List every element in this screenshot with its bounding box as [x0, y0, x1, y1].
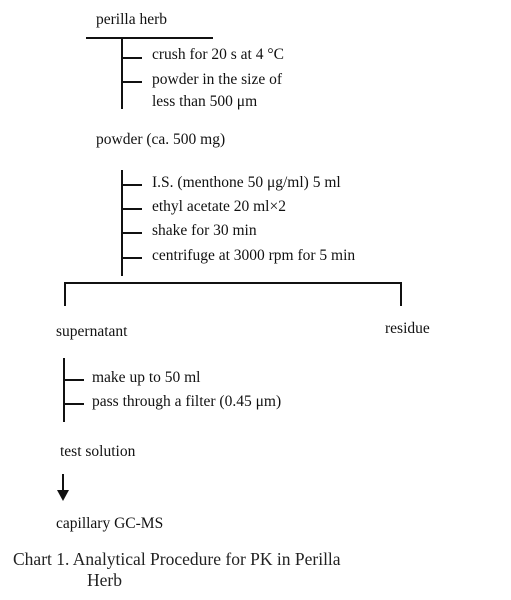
figure-caption-line-1: Chart 1. Analytical Procedure for PK in Perilla	[13, 549, 341, 569]
top-bar-line	[86, 37, 213, 39]
split-right-leg	[400, 282, 402, 306]
node-residue: residue	[385, 320, 430, 337]
step-make-up: make up to 50 ml	[92, 369, 201, 386]
node-gc-ms: capillary GC-MS	[56, 515, 164, 532]
down-arrow-icon	[55, 474, 71, 502]
filter-tick-2	[63, 403, 84, 405]
crush-tick-1	[121, 57, 142, 59]
step-internal-standard: I.S. (menthone 50 μg/ml) 5 ml	[152, 174, 341, 191]
figure-caption-line-2: Herb	[87, 570, 122, 590]
step-centrifuge: centrifuge at 3000 rpm for 5 min	[152, 247, 356, 264]
node-supernatant: supernatant	[56, 323, 128, 340]
filter-tick-1	[63, 379, 84, 381]
node-powder: powder (ca. 500 mg)	[96, 131, 226, 148]
crush-vertical-line	[121, 39, 123, 109]
extract-tick-2	[121, 208, 142, 210]
filter-vertical-line	[63, 358, 65, 422]
extract-tick-1	[121, 184, 142, 186]
step-less-than: less than 500 μm	[152, 93, 258, 110]
step-ethyl-acetate: ethyl acetate 20 ml×2	[152, 198, 286, 215]
split-left-leg	[64, 282, 66, 306]
step-shake: shake for 30 min	[152, 222, 257, 239]
step-crush: crush for 20 s at 4 °C	[152, 46, 284, 63]
node-test-solution: test solution	[60, 443, 136, 460]
step-powder-size: powder in the size of	[152, 71, 282, 88]
split-horizontal-line	[64, 282, 402, 284]
crush-tick-2	[121, 81, 142, 83]
step-filter: pass through a filter (0.45 μm)	[92, 393, 282, 410]
node-perilla-herb: perilla herb	[96, 11, 168, 28]
extract-tick-4	[121, 257, 142, 259]
extract-tick-3	[121, 232, 142, 234]
